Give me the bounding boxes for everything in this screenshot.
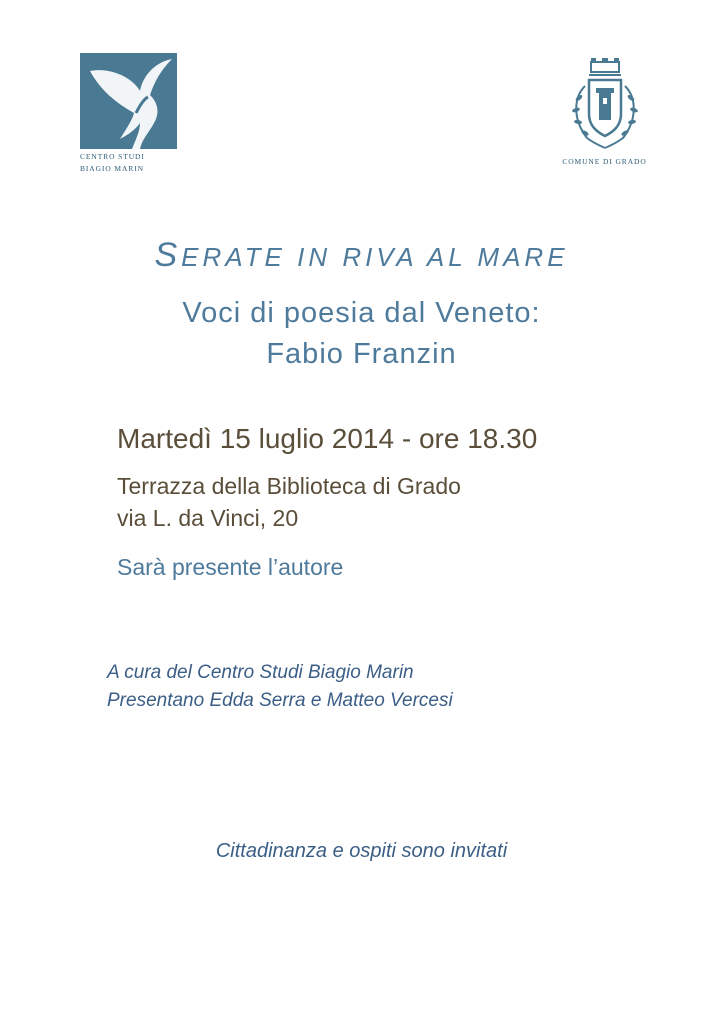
subtitle-line2: Fabio Franzin (266, 338, 457, 370)
event-datetime: Martedì 15 luglio 2014 - ore 18.30 (117, 423, 538, 454)
right-logo-caption: COMUNE DI GRADO (562, 157, 647, 166)
invitation-note: Cittadinanza e ospiti sono invitati (215, 840, 508, 862)
left-logo-caption-line1: CENTRO STUDI (80, 152, 145, 161)
centro-studi-logo (80, 53, 180, 173)
presence-note: Sarà presente l’autore (117, 554, 344, 580)
series-title-initial: S (154, 236, 182, 274)
curated-by: A cura del Centro Studi Biagio Marin (107, 662, 414, 683)
coat-of-arms-icon (565, 58, 645, 153)
series-title-rest: ERATE IN RIVA AL MARE (181, 242, 569, 272)
series-title (0, 236, 723, 275)
comune-di-grado-logo (552, 58, 657, 166)
venue-line2: via L. da Vinci, 20 (117, 505, 299, 531)
bird-logo-icon (80, 53, 177, 149)
subtitle-line1: Voci di poesia dal Veneto: (182, 297, 541, 329)
presenters: Presentano Edda Serra e Matteo Vercesi (107, 690, 453, 711)
venue-line1: Terrazza della Biblioteca di Grado (117, 473, 461, 499)
left-logo-caption-line2: BIAGIO MARIN (80, 164, 144, 173)
